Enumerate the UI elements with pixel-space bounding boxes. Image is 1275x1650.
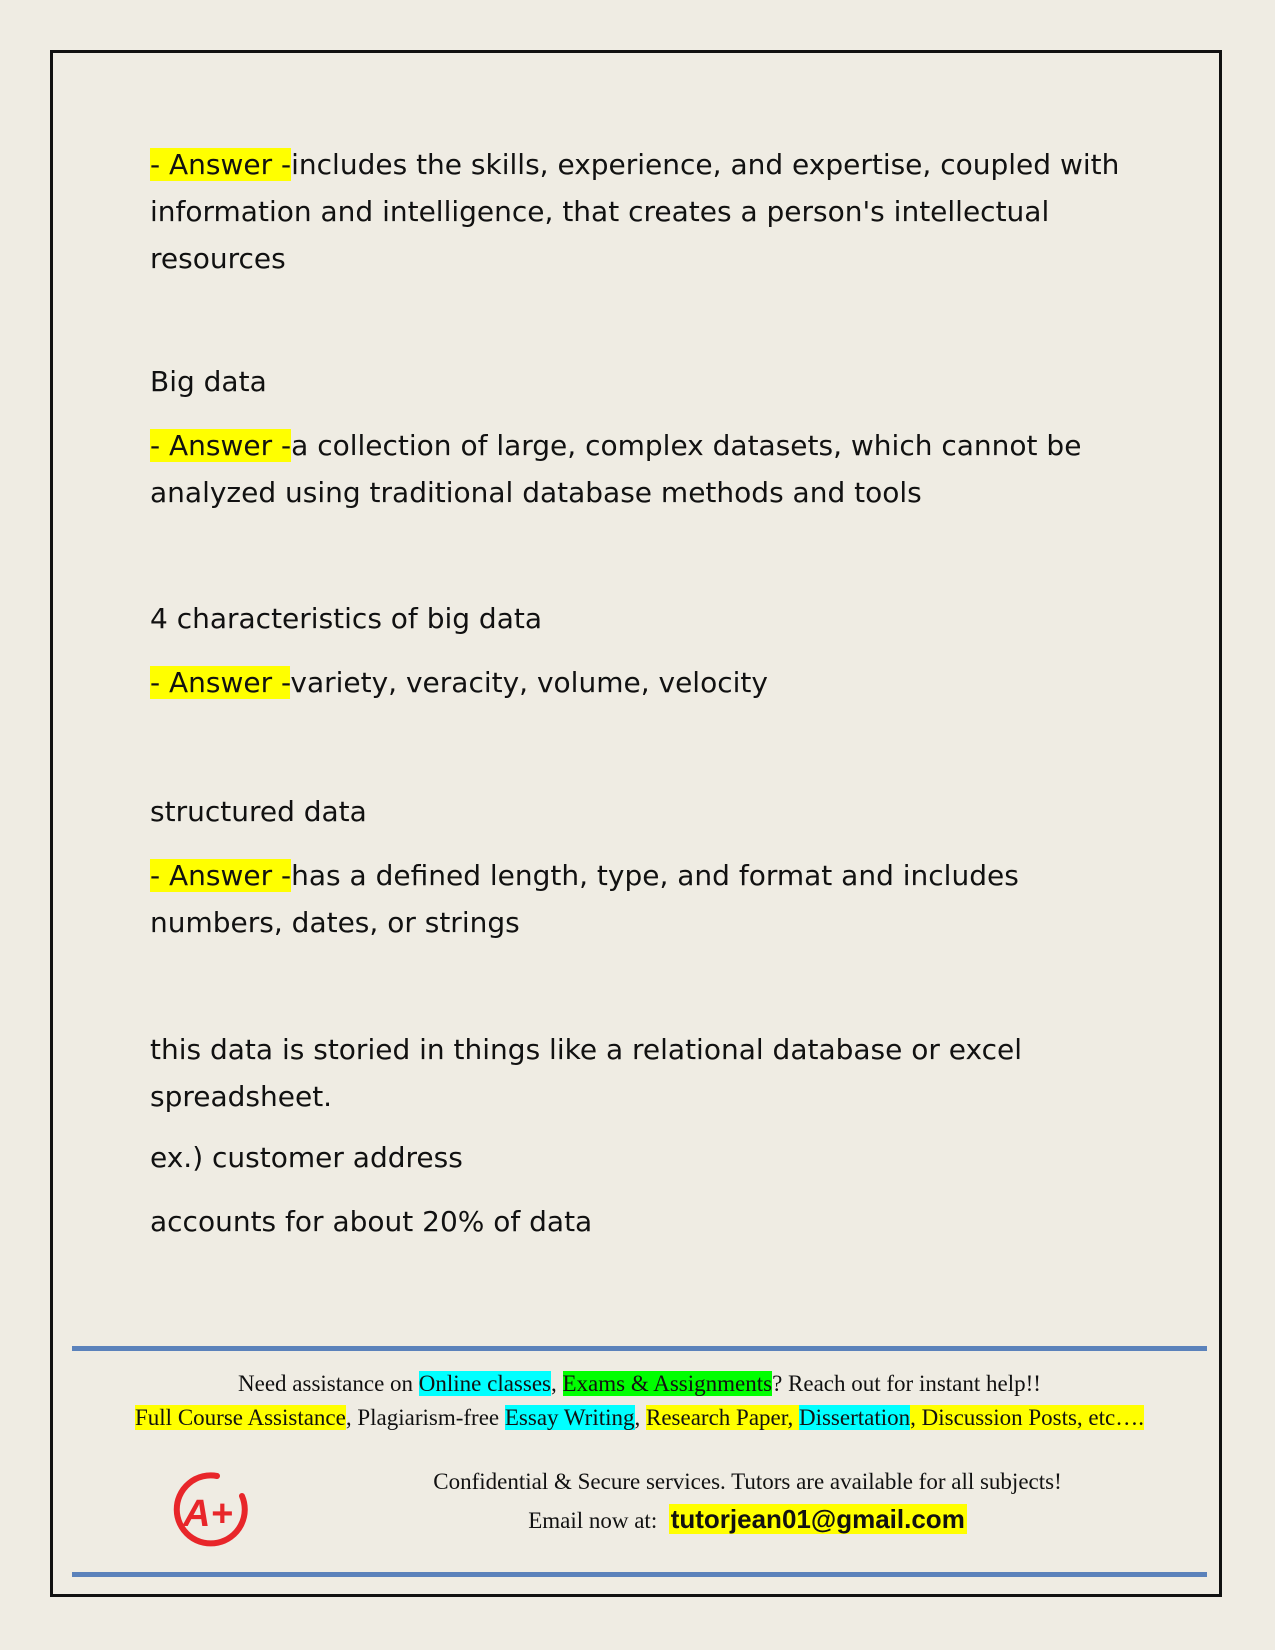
answer-4 [150, 852, 1135, 946]
note-example: ex.) customer address [150, 1141, 463, 1174]
footer-text: , [551, 1371, 563, 1396]
research-paper-highlight: Research Paper, [646, 1405, 799, 1430]
answer-text: variety, veracity, volume, velocity [290, 666, 768, 699]
email-prefix: Email now at: [528, 1508, 669, 1533]
footer-line-2 [72, 1402, 1207, 1434]
question-4: structured data [150, 795, 367, 828]
footer-line-1 [72, 1368, 1207, 1400]
essay-writing-highlight: Essay Writing [504, 1405, 635, 1430]
exams-assignments-highlight: Exams & Assignments [562, 1371, 773, 1396]
answer-label: - Answer - [150, 148, 292, 181]
note-storage: this data is storied in things like a relational database or excel spreadsheet. [150, 1033, 1023, 1113]
email-address[interactable]: tutorjean01@gmail.com [670, 1504, 965, 1534]
footer-email-line [180, 1503, 1275, 1537]
footer-text: , [634, 1405, 646, 1430]
full-course-highlight: Full Course Assistance [135, 1405, 346, 1430]
answer-text: has a defined length, type, and format and includes numbers, dates, or strings [150, 859, 1019, 939]
footer-line-3: Confidential & Secure services. Tutors are available for all subjects! [433, 1469, 1062, 1494]
online-classes-highlight: Online classes [418, 1371, 551, 1396]
footer-text: ? Reach out for instant help!! [772, 1371, 1041, 1396]
answer-1 [150, 141, 1135, 282]
dissertation-highlight: Dissertation [798, 1405, 911, 1430]
footer-bottom-rule [72, 1572, 1207, 1577]
discussion-posts-highlight: , Discussion Posts, etc…. [910, 1405, 1144, 1430]
footer-text: Need assistance on [238, 1371, 419, 1396]
answer-label: - Answer - [150, 429, 292, 462]
answer-text: a collection of large, complex datasets, which cannot be analyzed using traditional database methods and tools [150, 429, 1082, 509]
question-2: Big data [150, 365, 267, 398]
answer-3 [150, 659, 1135, 706]
answer-text: includes the skills, experience, and expertise, coupled with information and intelligence, that creates a person's intellectual resources [150, 148, 1120, 275]
footer-top-rule [72, 1346, 1207, 1351]
question-3: 4 characteristics of big data [150, 602, 542, 635]
note-share: accounts for about 20% of data [150, 1205, 593, 1238]
footer-text: , Plagiarism-free [345, 1405, 505, 1430]
answer-label: - Answer - [150, 666, 291, 699]
answer-label: - Answer - [150, 859, 292, 892]
logo-text: A+ [183, 1493, 233, 1535]
answer-2 [150, 422, 1135, 516]
